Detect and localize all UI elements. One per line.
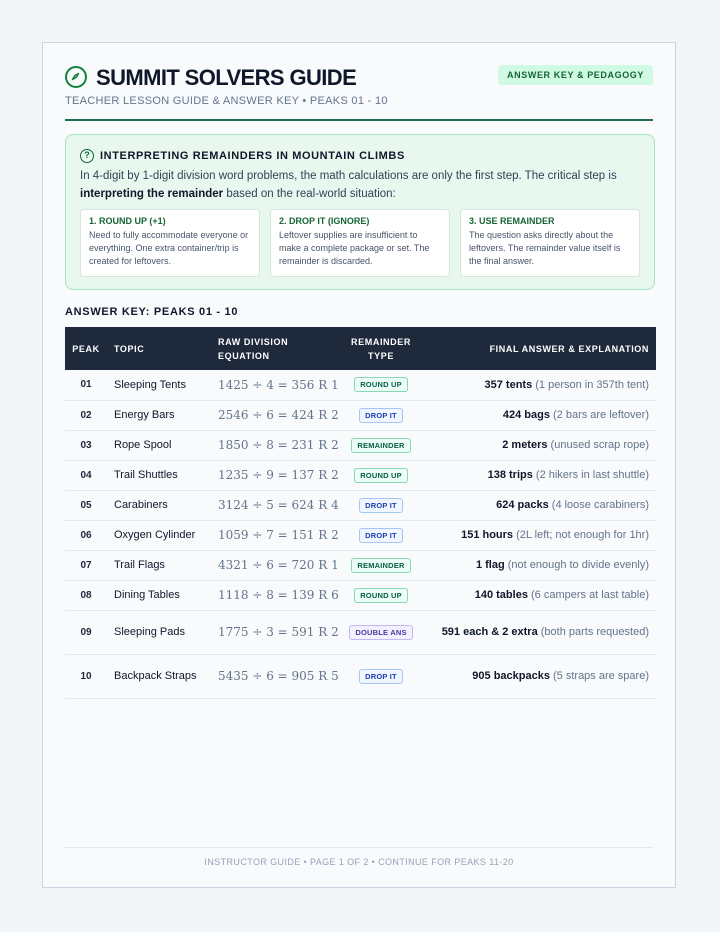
card-title: 2. DROP IT (IGNORE) [279, 216, 370, 226]
question-circle-icon: ? [80, 149, 94, 163]
final-answer-cell [416, 580, 656, 610]
remainder-type-badge: ROUND UP [354, 588, 408, 603]
topic-cell: Dining Tables [107, 580, 212, 610]
table-header-row [65, 327, 656, 370]
answer-explanation: (not enough to divide evenly) [504, 559, 649, 571]
answer-explanation: (2 hikers in last shuttle) [532, 469, 649, 481]
answer-value: 1 flag [475, 559, 505, 571]
table-row [65, 580, 656, 610]
table-row [65, 400, 656, 430]
peak-number: 08 [65, 580, 107, 610]
table-row [65, 460, 656, 490]
answer-explanation: (6 campers at last table) [527, 589, 649, 601]
final-answer-cell [416, 400, 656, 430]
page-footer: INSTRUCTOR GUIDE • PAGE 1 OF 2 • CONTINUE FOR PEAKS 11-20 [65, 847, 653, 867]
equation-cell: 1059 ÷ 7 = 151 R 2 [212, 520, 346, 550]
equation-cell: 1235 ÷ 9 = 137 R 2 [212, 460, 346, 490]
answer-explanation: (unused scrap rope) [547, 439, 649, 451]
table-row [65, 430, 656, 460]
answer-key-badge: ANSWER KEY & PEDAGOGY [498, 65, 653, 85]
topic-cell: Energy Bars [107, 400, 212, 430]
topic-cell: Sleeping Pads [107, 610, 212, 654]
answer-value: 138 trips [487, 469, 533, 481]
final-answer-cell [416, 460, 656, 490]
peak-number: 09 [65, 610, 107, 654]
topic-cell: Rope Spool [107, 430, 212, 460]
header-final-answer: FINAL ANSWER & EXPLANATION [489, 343, 649, 354]
header-peak: PEAK [72, 343, 100, 354]
page-subtitle: TEACHER LESSON GUIDE & ANSWER KEY • PEAKS 01 - 10 [65, 95, 388, 107]
remainder-type-badge: ROUND UP [354, 377, 408, 392]
answer-key-table [65, 327, 656, 699]
answer-value: 151 hours [461, 529, 514, 541]
remainder-type-badge: DROP IT [359, 498, 403, 513]
final-answer-cell [416, 430, 656, 460]
answer-value: 357 tents [484, 378, 533, 391]
table-row [65, 610, 656, 654]
remainder-type-badge: DROP IT [359, 408, 403, 423]
final-answer-cell [416, 654, 656, 698]
strategy-card-round-up [80, 209, 260, 277]
table-row [65, 490, 656, 520]
final-answer-cell [416, 370, 656, 400]
table-row [65, 654, 656, 698]
table-row [65, 550, 656, 580]
answer-key-title: ANSWER KEY: PEAKS 01 - 10 [65, 306, 239, 318]
peak-number: 05 [65, 490, 107, 520]
peak-number: 06 [65, 520, 107, 550]
remainder-type-cell [346, 460, 416, 490]
remainder-type-cell [346, 654, 416, 698]
table-row [65, 370, 656, 400]
topic-cell: Oxygen Cylinder [107, 520, 212, 550]
peak-number: 03 [65, 430, 107, 460]
remainder-strategy-cards [80, 209, 640, 277]
guide-page [42, 42, 676, 888]
remainder-type-cell [346, 430, 416, 460]
answer-value: 624 packs [496, 499, 549, 511]
answer-explanation: (5 straps are spare) [549, 670, 649, 682]
header-equation: RAW DIVISION EQUATION [218, 336, 289, 361]
remainder-type-cell [346, 580, 416, 610]
peak-number: 04 [65, 460, 107, 490]
equation-cell: 2546 ÷ 6 = 424 R 2 [212, 400, 346, 430]
equation-cell: 1775 ÷ 3 = 591 R 2 [212, 610, 346, 654]
topic-cell: Sleeping Tents [107, 370, 212, 400]
card-title: 3. USE REMAINDER [469, 216, 555, 226]
answer-value: 2 meters [502, 439, 548, 451]
final-answer-cell [416, 520, 656, 550]
answer-value: 424 bags [502, 409, 550, 421]
card-text: Leftover supplies are insufficient to make a complete package or set. The remainder is discarded. [279, 230, 430, 266]
answer-explanation: (1 person in 357th tent) [532, 378, 649, 391]
remainder-type-badge: DROP IT [359, 528, 403, 543]
equation-cell: 1118 ÷ 8 = 139 R 6 [212, 580, 346, 610]
final-answer-cell [416, 490, 656, 520]
remainder-type-badge: ROUND UP [354, 468, 408, 483]
callout-title: INTERPRETING REMAINDERS IN MOUNTAIN CLIMBS [100, 150, 405, 162]
remainder-type-cell [346, 550, 416, 580]
strategy-card-use-remainder [460, 209, 640, 277]
peak-number: 02 [65, 400, 107, 430]
compass-icon [65, 66, 87, 88]
answer-value: 140 tables [474, 589, 528, 601]
equation-cell: 4321 ÷ 6 = 720 R 1 [212, 550, 346, 580]
peak-number: 10 [65, 654, 107, 698]
callout-text: In 4-digit by 1-digit division word problems, the math calculations are only the first step. The critical step is interpreting the remainder based on the real-world situation: [80, 170, 617, 200]
topic-cell: Trail Shuttles [107, 460, 212, 490]
topic-cell: Backpack Straps [107, 654, 212, 698]
answer-explanation: (both parts requested) [537, 626, 649, 638]
strategy-card-drop-it [270, 209, 450, 277]
answer-explanation: (2L left; not enough for 1hr) [513, 529, 649, 541]
final-answer-cell [416, 610, 656, 654]
remainder-type-badge: DROP IT [359, 669, 403, 684]
remainder-type-badge: DOUBLE ANS [349, 625, 412, 640]
final-answer-cell [416, 550, 656, 580]
page-title: SUMMIT SOLVERS GUIDE [96, 65, 357, 90]
peak-number: 07 [65, 550, 107, 580]
card-text: Need to fully accommodate everyone or everything. One extra container/trip is created for leftovers. [89, 230, 249, 266]
remainder-type-cell [346, 400, 416, 430]
card-title: 1. ROUND UP (+1) [89, 216, 166, 226]
card-text: The question asks directly about the leftovers. The remainder value itself is the final answer. [469, 230, 621, 266]
equation-cell: 5435 ÷ 6 = 905 R 5 [212, 654, 346, 698]
equation-cell: 1850 ÷ 8 = 231 R 2 [212, 430, 346, 460]
remainder-type-cell [346, 610, 416, 654]
remainder-type-cell [346, 490, 416, 520]
answer-value: 591 each & 2 extra [441, 626, 538, 638]
remainder-type-cell [346, 520, 416, 550]
remainder-callout [65, 134, 655, 290]
remainder-type-badge: REMAINDER [351, 558, 410, 573]
equation-cell: 1425 ÷ 4 = 356 R 1 [212, 370, 346, 400]
peak-number: 01 [65, 370, 107, 400]
answer-explanation: (4 loose carabiners) [548, 499, 649, 511]
answer-explanation: (2 bars are leftover) [549, 409, 649, 421]
topic-cell: Carabiners [107, 490, 212, 520]
topic-cell: Trail Flags [107, 550, 212, 580]
remainder-type-cell [346, 370, 416, 400]
page-header [65, 65, 653, 121]
header-topic: TOPIC [114, 343, 145, 354]
remainder-type-badge: REMAINDER [351, 438, 410, 453]
answer-value: 905 backpacks [472, 670, 550, 682]
header-remainder-type: REMAINDER TYPE [351, 336, 411, 361]
table-row [65, 520, 656, 550]
equation-cell: 3124 ÷ 5 = 624 R 4 [212, 490, 346, 520]
